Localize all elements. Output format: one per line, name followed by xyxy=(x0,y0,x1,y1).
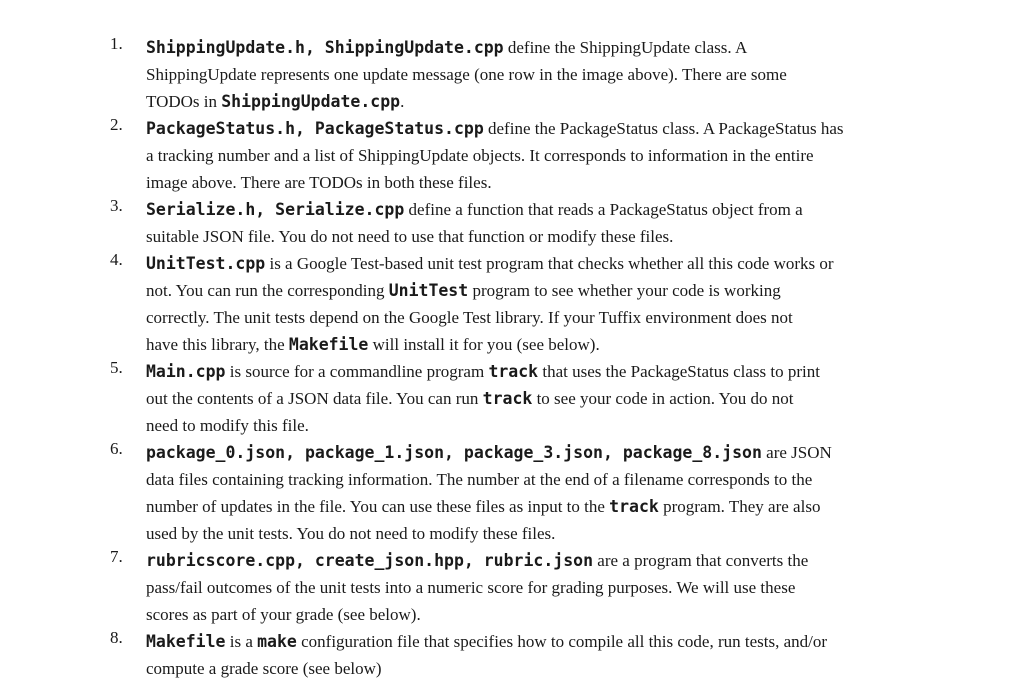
code-span: package_0.json, package_1.json, package_3.json, package_8.json xyxy=(146,443,762,462)
list-item-number: 1. xyxy=(110,34,123,53)
list-item xyxy=(0,196,946,250)
text-line xyxy=(146,601,946,628)
text-span: out the contents of a JSON data file. You can run xyxy=(146,389,483,408)
code-span: track xyxy=(488,362,539,381)
text-span: define a function that reads a PackageStatus object from a xyxy=(404,200,803,219)
text-line xyxy=(146,304,946,331)
code-span: Serialize.h, Serialize.cpp xyxy=(146,200,405,219)
text-span: used by the unit tests. You do not need to modify these files. xyxy=(146,524,556,543)
code-span: make xyxy=(257,632,297,651)
text-line xyxy=(146,250,946,277)
list-item-number: 7. xyxy=(110,547,123,566)
code-span: PackageStatus.h, PackageStatus.cpp xyxy=(146,119,484,138)
list-item xyxy=(0,628,946,682)
text-span: not. You can run the corresponding xyxy=(146,281,389,300)
list-item xyxy=(0,250,946,358)
code-span: UnitTest xyxy=(388,281,469,300)
text-span: compute a grade score (see below) xyxy=(146,659,382,678)
list-item xyxy=(0,358,946,439)
numbered-file-list xyxy=(0,34,1024,682)
text-line xyxy=(146,34,946,61)
text-line xyxy=(146,169,946,196)
list-item xyxy=(0,115,946,196)
text-line xyxy=(146,61,946,88)
code-span: ShippingUpdate.cpp xyxy=(221,92,401,111)
text-line xyxy=(146,358,946,385)
text-span: program to see whether your code is working xyxy=(468,281,781,300)
text-span: to see your code in action. You do not xyxy=(532,389,794,408)
text-line xyxy=(146,547,946,574)
text-span: that uses the PackageStatus class to print xyxy=(538,362,820,381)
text-span: need to modify this file. xyxy=(146,416,309,435)
text-span: are JSON xyxy=(761,443,832,462)
code-span: Makefile xyxy=(288,335,369,354)
text-span: will install it for you (see below). xyxy=(368,335,600,354)
text-line xyxy=(146,466,946,493)
list-item-number: 5. xyxy=(110,358,123,377)
text-span: have this library, the xyxy=(146,335,289,354)
list-item-number: 8. xyxy=(110,628,123,647)
text-span: define the PackageStatus class. A PackageStatus has xyxy=(483,119,844,138)
text-span: are a program that converts the xyxy=(593,551,809,570)
list-item xyxy=(0,34,946,115)
text-span: program. They are also xyxy=(658,497,821,516)
code-span: ShippingUpdate.h, ShippingUpdate.cpp xyxy=(146,38,504,57)
text-span: define the ShippingUpdate class. A xyxy=(503,38,748,57)
text-span: scores as part of your grade (see below). xyxy=(146,605,421,624)
text-span: number of updates in the file. You can use these files as input to the xyxy=(146,497,610,516)
text-line xyxy=(146,331,946,358)
text-line xyxy=(146,412,946,439)
list-item-number: 4. xyxy=(110,250,123,269)
text-span: configuration file that specifies how to compile all this code, run tests, and/or xyxy=(296,632,828,651)
text-line xyxy=(146,520,946,547)
code-span: track xyxy=(609,497,659,516)
text-span: ShippingUpdate represents one update message (one row in the image above). There are some xyxy=(146,65,787,84)
text-span: TODOs in xyxy=(146,92,222,111)
text-span: data files containing tracking information. The number at the end of a filename corresponds to the xyxy=(146,470,813,489)
text-line xyxy=(146,493,946,520)
text-line xyxy=(146,628,946,655)
code-span: track xyxy=(482,389,533,408)
text-span: suitable JSON file. You do not need to use that function or modify these files. xyxy=(146,227,674,246)
text-line xyxy=(146,196,946,223)
text-span: a tracking number and a list of ShippingUpdate objects. It corresponds to information in the entire xyxy=(146,146,814,165)
text-line xyxy=(146,655,946,682)
text-span: correctly. The unit tests depend on the Google Test library. If your Tuffix environment does not xyxy=(146,308,793,327)
text-span: image above. There are TODOs in both these files. xyxy=(146,173,492,192)
text-line xyxy=(146,277,946,304)
text-line xyxy=(146,142,946,169)
text-span: is a Google Test-based unit test program that checks whether all this code works or xyxy=(265,254,834,273)
code-span: Makefile xyxy=(146,632,226,651)
code-span: rubricscore.cpp, create_json.hpp, rubric.json xyxy=(146,551,594,570)
text-span: is a xyxy=(225,632,258,651)
list-item xyxy=(0,439,946,547)
text-line xyxy=(146,115,946,142)
code-span: Main.cpp xyxy=(146,362,226,381)
text-line xyxy=(146,439,946,466)
code-span: UnitTest.cpp xyxy=(146,254,266,273)
list-item-number: 2. xyxy=(110,115,123,134)
text-span: is source for a commandline program xyxy=(225,362,489,381)
list-item xyxy=(0,547,946,628)
text-line xyxy=(146,88,946,115)
list-item-number: 6. xyxy=(110,439,123,458)
text-line xyxy=(146,223,946,250)
text-span: pass/fail outcomes of the unit tests into a numeric score for grading purposes. We will use these xyxy=(146,578,796,597)
text-line xyxy=(146,574,946,601)
list-item-number: 3. xyxy=(110,196,123,215)
text-line xyxy=(146,385,946,412)
text-span: . xyxy=(400,92,405,111)
